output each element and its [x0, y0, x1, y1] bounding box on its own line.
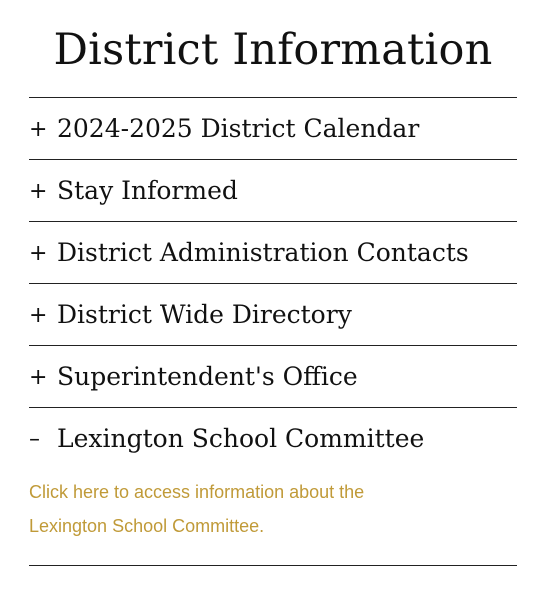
- plus-icon[interactable]: +: [29, 116, 48, 142]
- accordion-label[interactable]: District Wide Directory: [57, 299, 352, 329]
- plus-icon[interactable]: +: [29, 240, 48, 266]
- plus-icon[interactable]: +: [29, 178, 48, 204]
- accordion-item-school-committee: [29, 407, 517, 565]
- accordion-item-administration-contacts: [29, 221, 517, 283]
- accordion-header-school-committee[interactable]: [29, 408, 517, 469]
- school-committee-description: [29, 475, 369, 543]
- accordion-item-district-calendar: [29, 97, 517, 159]
- accordion-header-district-calendar[interactable]: [29, 98, 517, 159]
- accordion-header-superintendents-office[interactable]: [29, 346, 517, 407]
- accordion-bottom-divider: [29, 565, 517, 566]
- accordion-item-superintendents-office: [29, 345, 517, 407]
- accordion-panel-school-committee: [29, 469, 517, 565]
- school-committee-link[interactable]: Click here to access information about the Lexington School Committee.: [29, 482, 365, 536]
- accordion-label[interactable]: Lexington School Committee: [57, 423, 425, 453]
- plus-icon[interactable]: +: [29, 302, 48, 328]
- minus-icon[interactable]: –: [29, 426, 40, 452]
- page-title: District Information: [53, 25, 493, 75]
- accordion-label[interactable]: Superintendent's Office: [57, 361, 358, 391]
- accordion-item-stay-informed: [29, 159, 517, 221]
- accordion-label[interactable]: 2024-2025 District Calendar: [57, 113, 420, 143]
- accordion-label[interactable]: Stay Informed: [57, 175, 238, 205]
- accordion-header-stay-informed[interactable]: [29, 160, 517, 221]
- accordion-item-district-directory: [29, 283, 517, 345]
- accordion-header-administration-contacts[interactable]: [29, 222, 517, 283]
- plus-icon[interactable]: +: [29, 364, 48, 390]
- accordion-label[interactable]: District Administration Contacts: [57, 237, 469, 267]
- district-info-accordion: [29, 97, 517, 566]
- accordion-header-district-directory[interactable]: [29, 284, 517, 345]
